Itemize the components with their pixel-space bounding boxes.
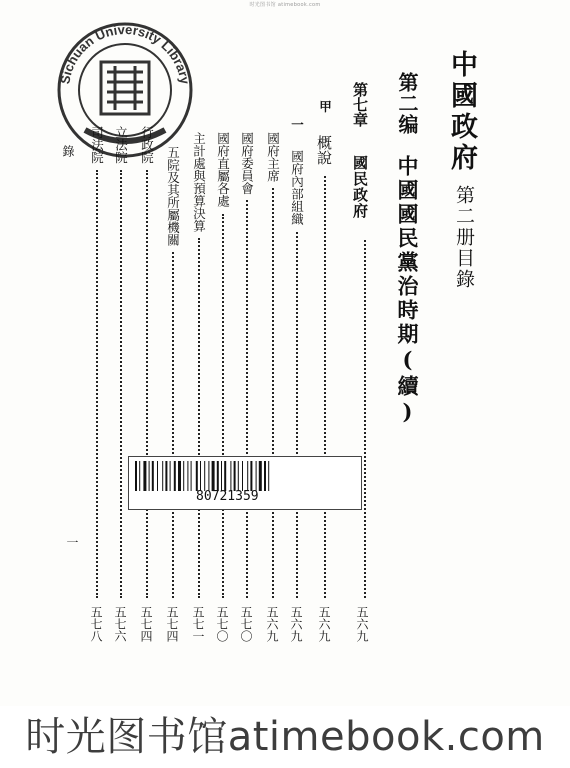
toc-leader-dots [96, 170, 98, 598]
toc-entry-label: 國府直屬各處 [215, 132, 231, 207]
toc-leader-dots [246, 200, 248, 598]
toc-leader-dots [120, 170, 122, 598]
toc-entry-label: 國府委員會 [239, 132, 255, 195]
toc-page-number: 五七四 [139, 606, 153, 642]
toc-page-number: 五七四 [165, 606, 179, 642]
toc-leader-dots [296, 232, 298, 598]
toc-page-number: 五七〇 [239, 606, 253, 642]
chapter-page-number: 五六九 [355, 606, 369, 642]
chapter-title: 國民政府 [351, 155, 369, 219]
toc-entry-marker: 一 [289, 118, 305, 131]
toc-leader-dots [146, 170, 148, 598]
toc-entry-label: 行政院 [139, 126, 155, 164]
toc-page-number: 五七一 [191, 606, 205, 642]
toc-leader-dots [272, 188, 274, 598]
part-title: 中國國民黨治時期(續) [395, 155, 420, 427]
toc-entry-label: 概說 [315, 135, 333, 165]
toc-page-number: 五七六 [113, 606, 127, 642]
barcode [133, 461, 355, 491]
running-head: 錄 [61, 145, 75, 157]
toc-page-number: 五六九 [317, 606, 331, 642]
book-subtitle: 第二册目錄 [453, 185, 475, 290]
toc-leader-dots [222, 214, 224, 598]
svg-text:Sichuan University Library [57, 22, 193, 86]
toc-page-number: 五七〇 [215, 606, 229, 642]
header-url: 时光图书馆 atimebook.com [249, 2, 321, 8]
stamp-text: Sichuan University Library [57, 21, 193, 86]
chapter-label: 第七章 [351, 82, 369, 127]
toc-entry-label: 國府主席 [265, 132, 281, 182]
toc-page-number: 五六九 [289, 606, 303, 642]
toc-entry-label: 立法院 [113, 126, 129, 164]
toc-page-number: 五七八 [89, 606, 103, 642]
book-title: 中國政府 [446, 50, 477, 174]
toc-entry-label: 主計處與預算決算 [191, 132, 207, 232]
toc-leader-dots [324, 176, 326, 598]
toc-leader-dots [198, 238, 200, 598]
toc-page-number: 五六九 [265, 606, 279, 642]
toc-entry-label: 國府內部組織 [289, 150, 305, 225]
toc-entry-label: 五院及其所屬機關 [165, 146, 181, 246]
barcode-number: 80721359 [196, 489, 259, 504]
folio-number: 一 [65, 536, 79, 548]
toc-leader-dots [172, 252, 174, 598]
chapter-leader-dots [364, 240, 366, 598]
site-watermark: 时光图书馆atimebook.com [0, 706, 570, 768]
toc-entry-marker: 甲 [317, 100, 333, 113]
toc-entry-label: 司法院 [89, 126, 105, 164]
part-label: 第二编 [395, 72, 419, 135]
